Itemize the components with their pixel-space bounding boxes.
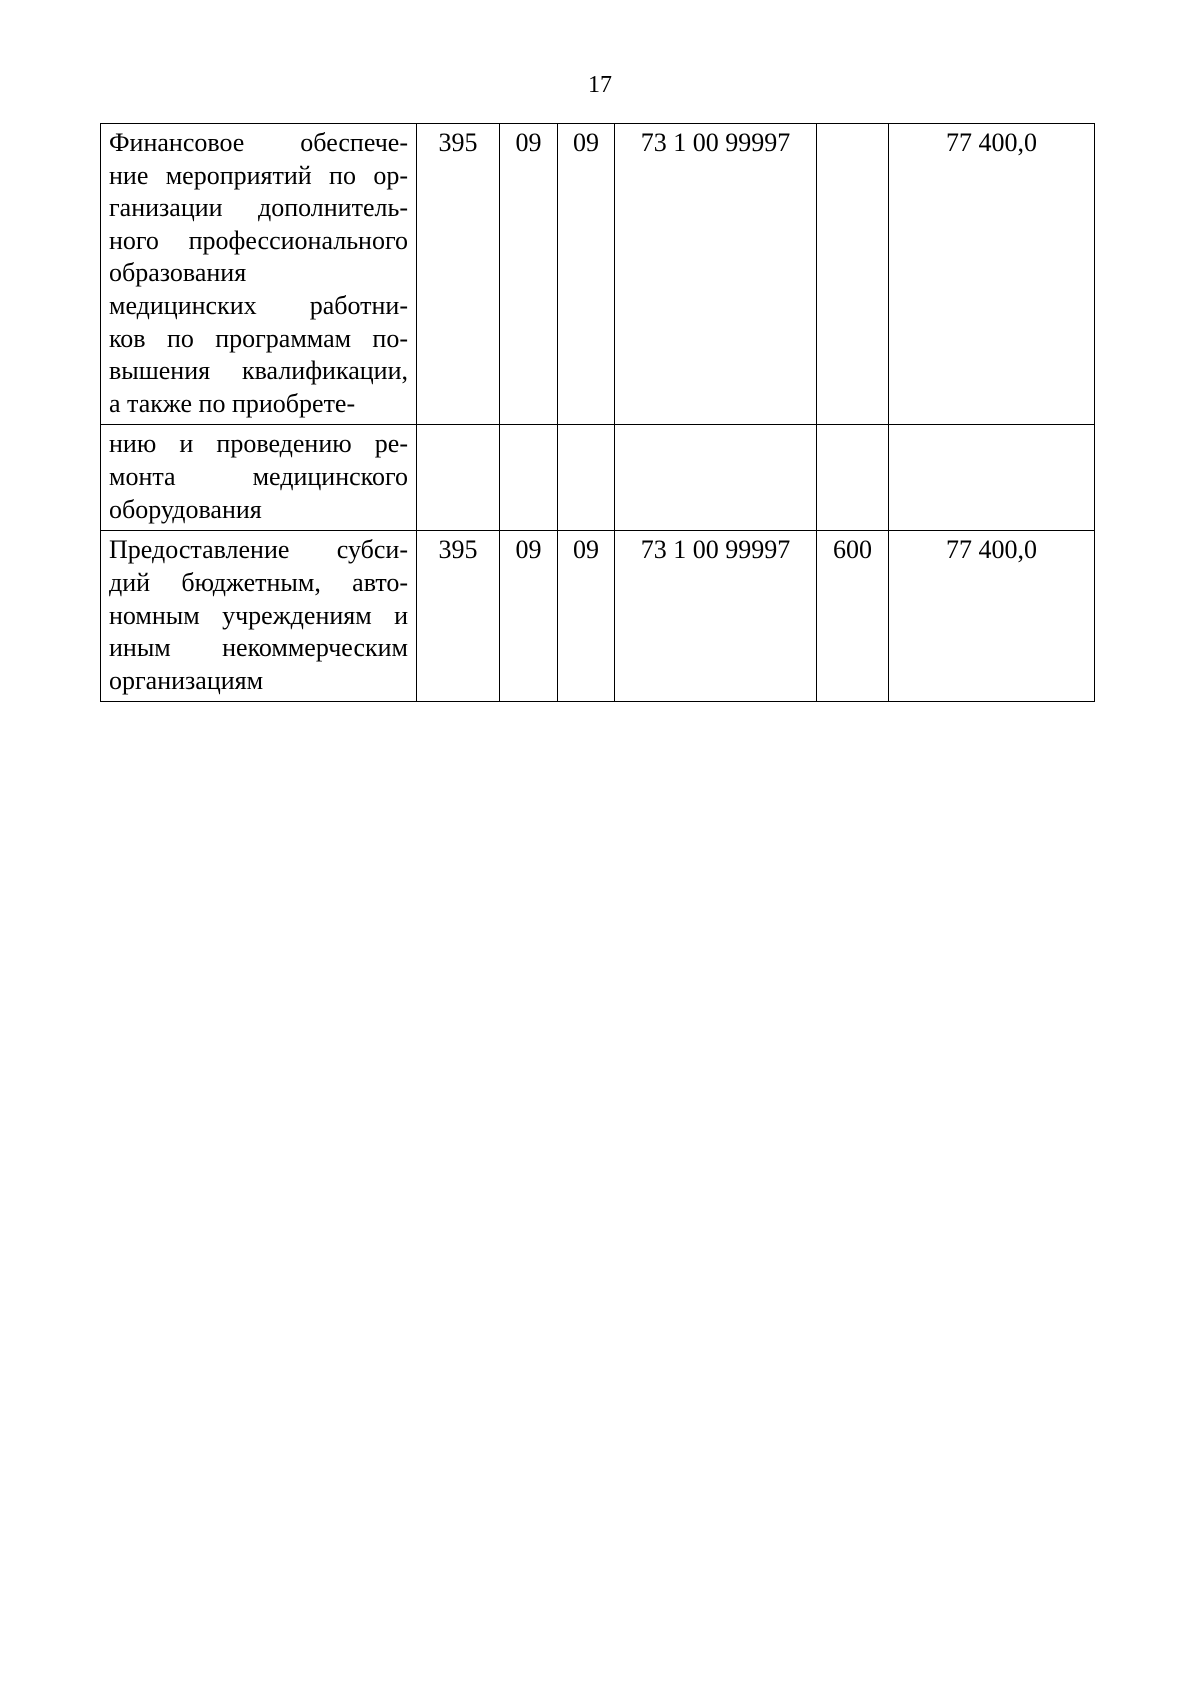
subsection-code: [558, 425, 615, 531]
table-row: [101, 124, 1095, 425]
description-line: медицинских работни-: [109, 290, 408, 320]
section-code: 09: [500, 124, 558, 425]
description-line: нию и проведению ре-: [109, 429, 408, 459]
table-row: [101, 531, 1095, 702]
section-code: [500, 425, 558, 531]
expense-type-code: [817, 425, 889, 531]
description-line: а также по приобрете-: [109, 388, 356, 418]
budget-table: [100, 123, 1095, 702]
description-line: Финансовое обеспече-: [109, 128, 408, 157]
target-article-code: 73 1 00 99997: [615, 531, 817, 702]
amount: [889, 425, 1095, 531]
row-description: [101, 124, 417, 425]
grbs-code: 395: [417, 124, 500, 425]
description-line: номным учреждениям и: [109, 600, 408, 630]
description-line: дий бюджетным, авто-: [109, 567, 408, 597]
target-article-code: 73 1 00 99997: [615, 124, 817, 425]
grbs-code: 395: [417, 531, 500, 702]
expense-type-code: 600: [817, 531, 889, 702]
amount: 77 400,0: [889, 124, 1095, 425]
description-line: вышения квалификации,: [109, 356, 408, 386]
description-line: ние мероприятий по ор-: [109, 160, 408, 190]
target-article-code: [615, 425, 817, 531]
page-number: 17: [588, 72, 612, 98]
description-line: организациям: [109, 665, 264, 695]
amount: 77 400,0: [889, 531, 1095, 702]
subsection-code: 09: [558, 531, 615, 702]
row-description: [101, 531, 417, 702]
expense-type-code: [817, 124, 889, 425]
description-line: Предоставление субси-: [109, 535, 408, 565]
description-line: монта медицинского: [109, 461, 408, 491]
row-description: [101, 425, 417, 531]
section-code: 09: [500, 531, 558, 702]
grbs-code: [417, 425, 500, 531]
subsection-code: 09: [558, 124, 615, 425]
description-line: образования: [109, 258, 247, 288]
table-row: [101, 425, 1095, 531]
description-line: ков по программам по-: [109, 323, 408, 353]
description-line: оборудования: [109, 494, 262, 524]
description-line: иным некоммерческим: [109, 633, 408, 663]
description-line: ного профессионального: [109, 225, 408, 255]
description-line: ганизации дополнитель-: [109, 193, 408, 223]
